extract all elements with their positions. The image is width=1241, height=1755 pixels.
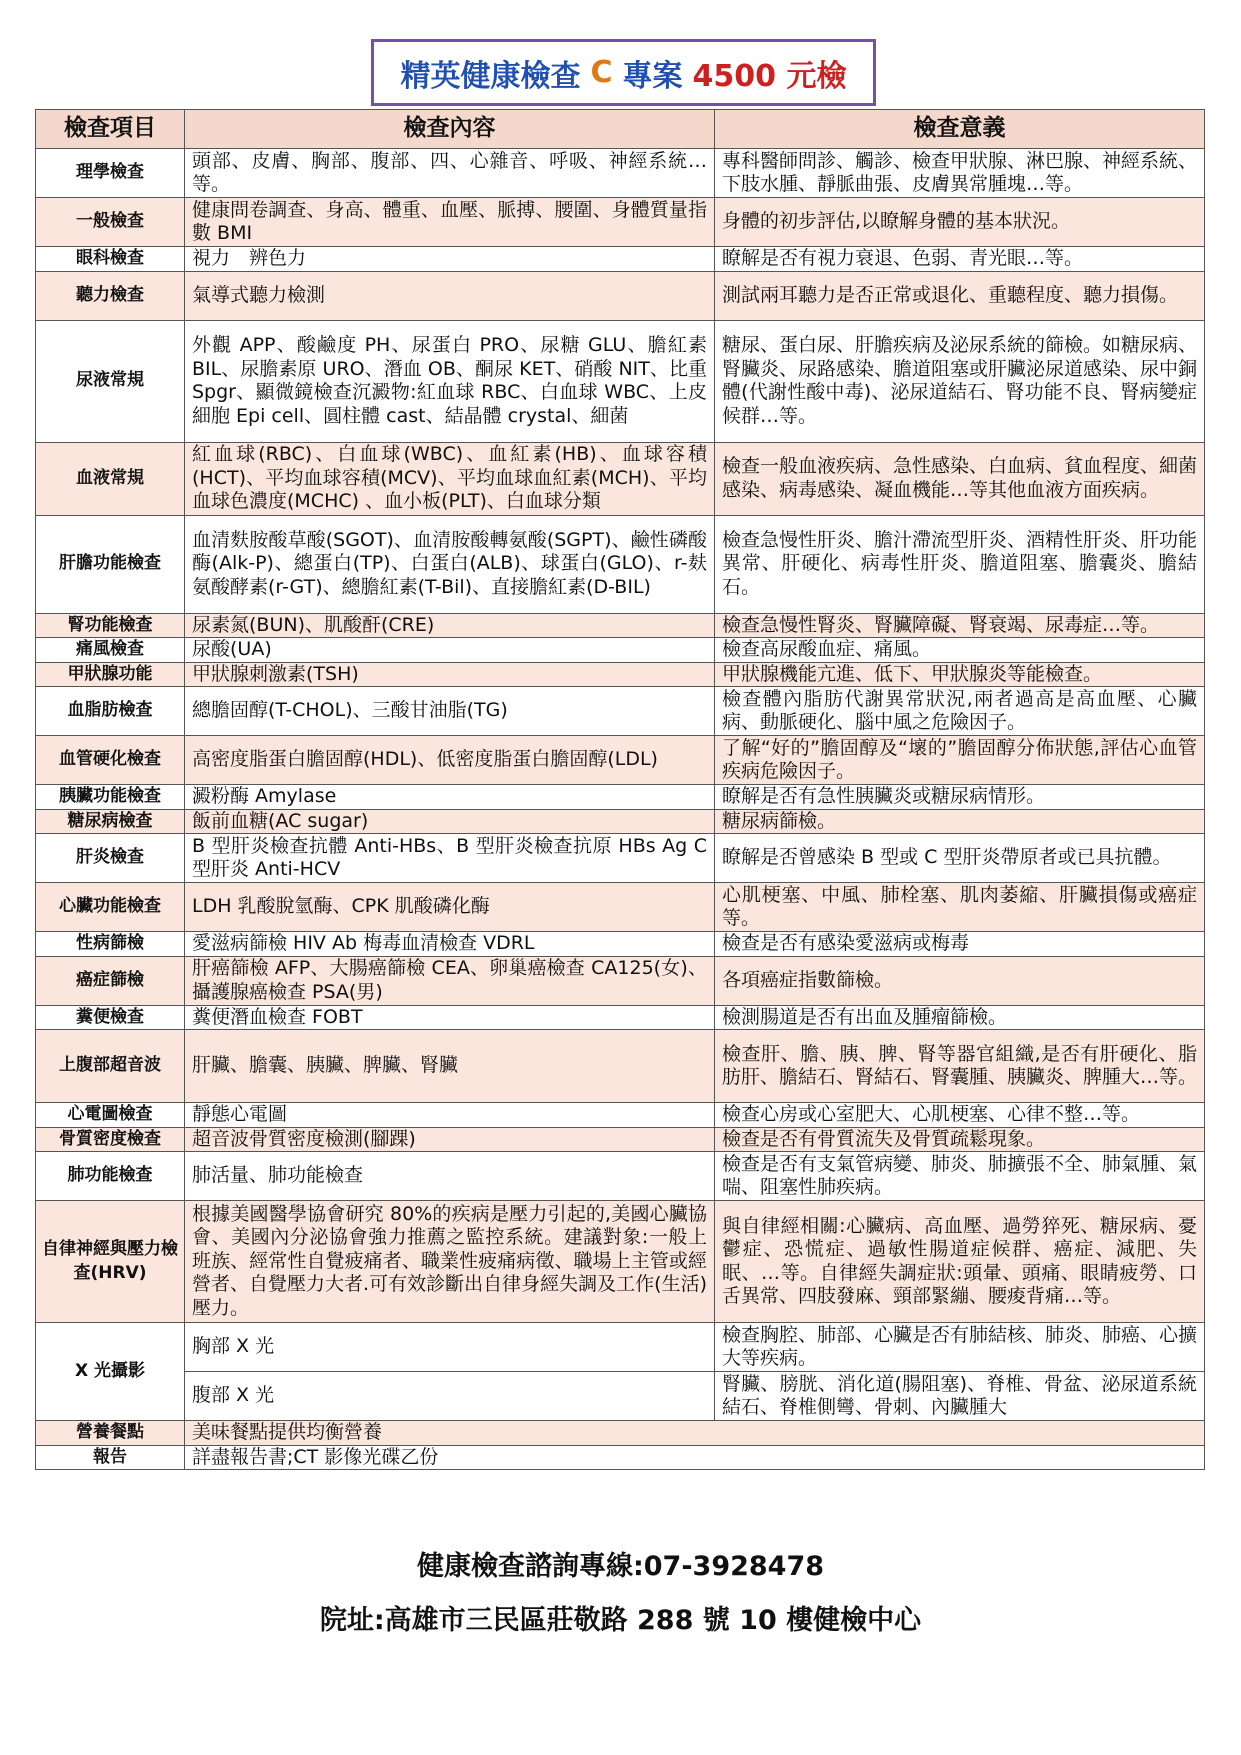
- table-row: [36, 320, 1205, 442]
- row-meaning: 身體的初步評估,以瞭解身體的基本狀況。: [715, 198, 1205, 247]
- row-content: 超音波骨質密度檢測(腳踝): [185, 1127, 715, 1152]
- table-row: [36, 442, 1205, 515]
- row-meaning: 專科醫師問診、觸診、檢查甲狀腺、淋巴腺、神經系統、下肢水腫、靜脈曲張、皮膚異常腫塊…等。: [715, 149, 1205, 198]
- row-content: 澱粉酶 Amylase: [185, 785, 715, 810]
- row-item: 理學檢查: [36, 149, 185, 198]
- row-content: 尿素氮(BUN)、肌酸酐(CRE): [185, 613, 715, 638]
- row-item: 心臟功能檢查: [36, 883, 185, 932]
- row-content: 根據美國醫學協會研究 80%的疾病是壓力引起的,美國心臟協會、美國內分泌協會強力推薦之監控系統。建議對象:一般上班族、經常性自覺疲痛者、職業性疲痛病徵、職場上主管或經營者、自覺壓力大者.可有效診斷出自律身經失調及工作(生活)壓力。: [185, 1201, 715, 1323]
- table-body: [36, 149, 1205, 1470]
- row-content: 氣導式聽力檢測: [185, 271, 715, 320]
- table-row: [36, 883, 1205, 932]
- row-meaning: 檢查是否有感染愛滋病或梅毒: [715, 932, 1205, 957]
- row-meaning: 了解“好的”膽固醇及“壞的”膽固醇分佈狀態,評估心血管疾病危險因子。: [715, 736, 1205, 785]
- row-item: 肝膽功能檢查: [36, 515, 185, 613]
- table-row: [36, 1445, 1205, 1470]
- header-item: 檢查項目: [36, 110, 185, 149]
- table-row: [36, 834, 1205, 883]
- row-content: 肝癌篩檢 AFP、大腸癌篩檢 CEA、卵巢癌檢查 CA125(女)、攝護腺癌檢查 PSA(男): [185, 956, 715, 1005]
- table-row: [36, 956, 1205, 1005]
- table-row: [36, 1323, 1205, 1372]
- row-item: 骨質密度檢查: [36, 1127, 185, 1152]
- row-item: 眼科檢查: [36, 247, 185, 272]
- table-row: [36, 687, 1205, 736]
- table-row: [36, 1030, 1205, 1103]
- row-content: 詳盡報告書;CT 影像光碟乙份: [185, 1445, 1205, 1470]
- table-row: [36, 809, 1205, 834]
- address-text: 院址:高雄市三民區莊敬路 288 號 10 樓健檢中心: [319, 1605, 922, 1636]
- row-content: 美味餐點提供均衡營養: [185, 1421, 1205, 1446]
- row-item: 聽力檢查: [36, 271, 185, 320]
- title-price: 4500 元檢: [692, 58, 847, 94]
- row-meaning: 瞭解是否有急性胰臟炎或糖尿病情形。: [715, 785, 1205, 810]
- table-row: [36, 247, 1205, 272]
- row-item: 血液常規: [36, 442, 185, 515]
- row-meaning: 檢查急慢性肝炎、膽汁滯流型肝炎、酒精性肝炎、肝功能異常、肝硬化、病毒性肝炎、膽道阻塞、膽囊炎、膽結石。: [715, 515, 1205, 613]
- row-meaning: 測試兩耳聽力是否正常或退化、重聽程度、聽力損傷。: [715, 271, 1205, 320]
- table-row: [36, 785, 1205, 810]
- row-meaning: 心肌梗塞、中風、肺栓塞、肌肉萎縮、肝臟損傷或癌症等。: [715, 883, 1205, 932]
- row-content: B 型肝炎檢查抗體 Anti-HBs、B 型肝炎檢查抗原 HBs Ag C 型肝炎 Anti-HCV: [185, 834, 715, 883]
- title-name: 精英健康檢查: [400, 58, 581, 94]
- title-letter: C: [590, 55, 613, 90]
- title-plan: 專案: [622, 58, 683, 94]
- row-item: 性病篩檢: [36, 932, 185, 957]
- row-item: 尿液常規: [36, 320, 185, 442]
- row-item: 報告: [36, 1445, 185, 1470]
- row-content: 血清麩胺酸草酸(SGOT)、血清胺酸轉氨酸(SGPT)、鹼性磷酸酶(Alk-P)、總蛋白(TP)、白蛋白(ALB)、球蛋白(GLO)、r-麸氨酸酵素(r-GT)、總膽紅素(T-Bil)、直接膽紅素(D-BIL): [185, 515, 715, 613]
- row-item: 腎功能檢查: [36, 613, 185, 638]
- table-header-row: [36, 110, 1205, 149]
- row-item: 營養餐點: [36, 1421, 185, 1446]
- table-row: [36, 736, 1205, 785]
- row-meaning: 腎臟、膀胱、消化道(腸阻塞)、脊椎、骨盆、泌尿道系統結石、脊椎側彎、骨刺、內臟腫大: [715, 1372, 1205, 1421]
- row-item: 一般檢查: [36, 198, 185, 247]
- row-content: 肝臟、膽囊、胰臟、脾臟、腎臟: [185, 1030, 715, 1103]
- table-row: [36, 932, 1205, 957]
- row-item: 甲狀腺功能: [36, 662, 185, 687]
- row-content: 健康問卷調查、身高、體重、血壓、脈搏、腰圍、身體質量指數 BMI: [185, 198, 715, 247]
- hotline-text: 健康檢查諮詢專線:07-3928478: [416, 1551, 825, 1582]
- table-row: [36, 1127, 1205, 1152]
- row-item: 上腹部超音波: [36, 1030, 185, 1103]
- row-content: 總膽固醇(T-CHOL)、三酸甘油脂(TG): [185, 687, 715, 736]
- row-meaning: 檢查胸腔、肺部、心臟是否有肺結核、肺炎、肺癌、心擴大等疾病。: [715, 1323, 1205, 1372]
- row-content: 胸部 X 光: [185, 1323, 715, 1372]
- row-item: X 光攝影: [36, 1323, 185, 1421]
- table-row: [36, 1201, 1205, 1323]
- table-row: [36, 1005, 1205, 1030]
- row-meaning: 各項癌症指數篩檢。: [715, 956, 1205, 1005]
- row-meaning: 甲狀腺機能亢進、低下、甲狀腺炎等能檢查。: [715, 662, 1205, 687]
- row-meaning: 檢查一般血液疾病、急性感染、白血病、貧血程度、細菌感染、病毒感染、凝血機能…等其他血液方面疾病。: [715, 442, 1205, 515]
- row-content: 愛滋病篩檢 HIV Ab 梅毒血清檢查 VDRL: [185, 932, 715, 957]
- row-meaning: 檢查肝、膽、胰、脾、腎等器官組織,是否有肝硬化、脂肪肝、膽結石、腎結石、腎囊腫、胰臟炎、脾腫大…等。: [715, 1030, 1205, 1103]
- row-meaning: 檢測腸道是否有出血及腫瘤篩檢。: [715, 1005, 1205, 1030]
- row-meaning: 檢查急慢性腎炎、腎臟障礙、腎衰竭、尿毒症…等。: [715, 613, 1205, 638]
- checkup-table: [35, 109, 1205, 1470]
- table-row: [36, 198, 1205, 247]
- row-item: 血脂肪檢查: [36, 687, 185, 736]
- table-row: [36, 662, 1205, 687]
- row-item: 肺功能檢查: [36, 1152, 185, 1201]
- header-content: 檢查內容: [185, 110, 715, 149]
- row-meaning: 檢查高尿酸血症、痛風。: [715, 638, 1205, 663]
- row-item: 心電圖檢查: [36, 1103, 185, 1128]
- row-meaning: 瞭解是否有視力衰退、色弱、青光眼…等。: [715, 247, 1205, 272]
- row-meaning: 糖尿、蛋白尿、肝膽疾病及泌尿系統的篩檢。如糖尿病、腎臟炎、尿路感染、膽道阻塞或肝臟泌尿道感染、尿中銅體(代謝性酸中毒)、泌尿道結石、腎功能不良、腎病變症候群…等。: [715, 320, 1205, 442]
- table-row: [36, 638, 1205, 663]
- table-row: [36, 271, 1205, 320]
- row-item: 胰臟功能檢查: [36, 785, 185, 810]
- table-row: [36, 1103, 1205, 1128]
- row-content: 尿酸(UA): [185, 638, 715, 663]
- table-row: [36, 1152, 1205, 1201]
- row-content: 外觀 APP、酸鹼度 PH、尿蛋白 PRO、尿糖 GLU、膽紅素 BIL、尿膽素原 URO、潛血 OB、酮尿 KET、硝酸 NIT、比重 Spgr、顯微鏡檢查沉澱物:紅血球 RBC、白血球 WBC、上皮細胞 Epi cell、圓柱體 cast、結晶體 crystal、細菌: [185, 320, 715, 442]
- row-content: 腹部 X 光: [185, 1372, 715, 1421]
- row-item: 肝炎檢查: [36, 834, 185, 883]
- row-item: 糞便檢查: [36, 1005, 185, 1030]
- row-content: 視力 辨色力: [185, 247, 715, 272]
- row-meaning: 檢查體內脂肪代謝異常狀況,兩者過高是高血壓、心臟病、動脈硬化、腦中風之危險因子。: [715, 687, 1205, 736]
- row-content: 飯前血糖(AC sugar): [185, 809, 715, 834]
- row-meaning: 瞭解是否曾感染 B 型或 C 型肝炎帶原者或已具抗體。: [715, 834, 1205, 883]
- table-row: [36, 613, 1205, 638]
- row-item: 自律神經與壓力檢查(HRV): [36, 1201, 185, 1323]
- row-meaning: 糖尿病篩檢。: [715, 809, 1205, 834]
- page-title: [371, 39, 876, 106]
- table-row: [36, 149, 1205, 198]
- row-content: 肺活量、肺功能檢查: [185, 1152, 715, 1201]
- row-content: 靜態心電圖: [185, 1103, 715, 1128]
- row-meaning: 與自律經相關:心臟病、高血壓、過勞猝死、糖尿病、憂鬱症、恐慌症、過敏性腸道症候群、癌症、減肥、失眠、…等。自律經失調症狀:頭暈、頭痛、眼睛疲勞、口舌異常、四肢發麻、頸部緊繃、腰痠背痛…等。: [715, 1201, 1205, 1323]
- table-row: [36, 1421, 1205, 1446]
- row-item: 糖尿病檢查: [36, 809, 185, 834]
- table-row: [36, 1372, 1205, 1421]
- row-meaning: 檢查是否有骨質流失及骨質疏鬆現象。: [715, 1127, 1205, 1152]
- row-meaning: 檢查是否有支氣管病變、肺炎、肺擴張不全、肺氣腫、氣喘、阻塞性肺疾病。: [715, 1152, 1205, 1201]
- header-meaning: 檢查意義: [715, 110, 1205, 149]
- row-content: 頭部、皮膚、胸部、腹部、四、心雜音、呼吸、神經系統…等。: [185, 149, 715, 198]
- row-content: 高密度脂蛋白膽固醇(HDL)、低密度脂蛋白膽固醇(LDL): [185, 736, 715, 785]
- row-content: LDH 乳酸脫氫酶、CPK 肌酸磷化酶: [185, 883, 715, 932]
- table-row: [36, 515, 1205, 613]
- row-meaning: 檢查心房或心室肥大、心肌梗塞、心律不整…等。: [715, 1103, 1205, 1128]
- row-content: 紅血球(RBC)、白血球(WBC)、血紅素(HB)、血球容積(HCT)、平均血球容積(MCV)、平均血球血紅素(MCH)、平均血球色濃度(MCHC) 、血小板(PLT)、白血球分類: [185, 442, 715, 515]
- row-item: 痛風檢查: [36, 638, 185, 663]
- row-item: 血管硬化檢查: [36, 736, 185, 785]
- row-content: 甲狀腺刺激素(TSH): [185, 662, 715, 687]
- row-content: 糞便潛血檢查 FOBT: [185, 1005, 715, 1030]
- row-item: 癌症篩檢: [36, 956, 185, 1005]
